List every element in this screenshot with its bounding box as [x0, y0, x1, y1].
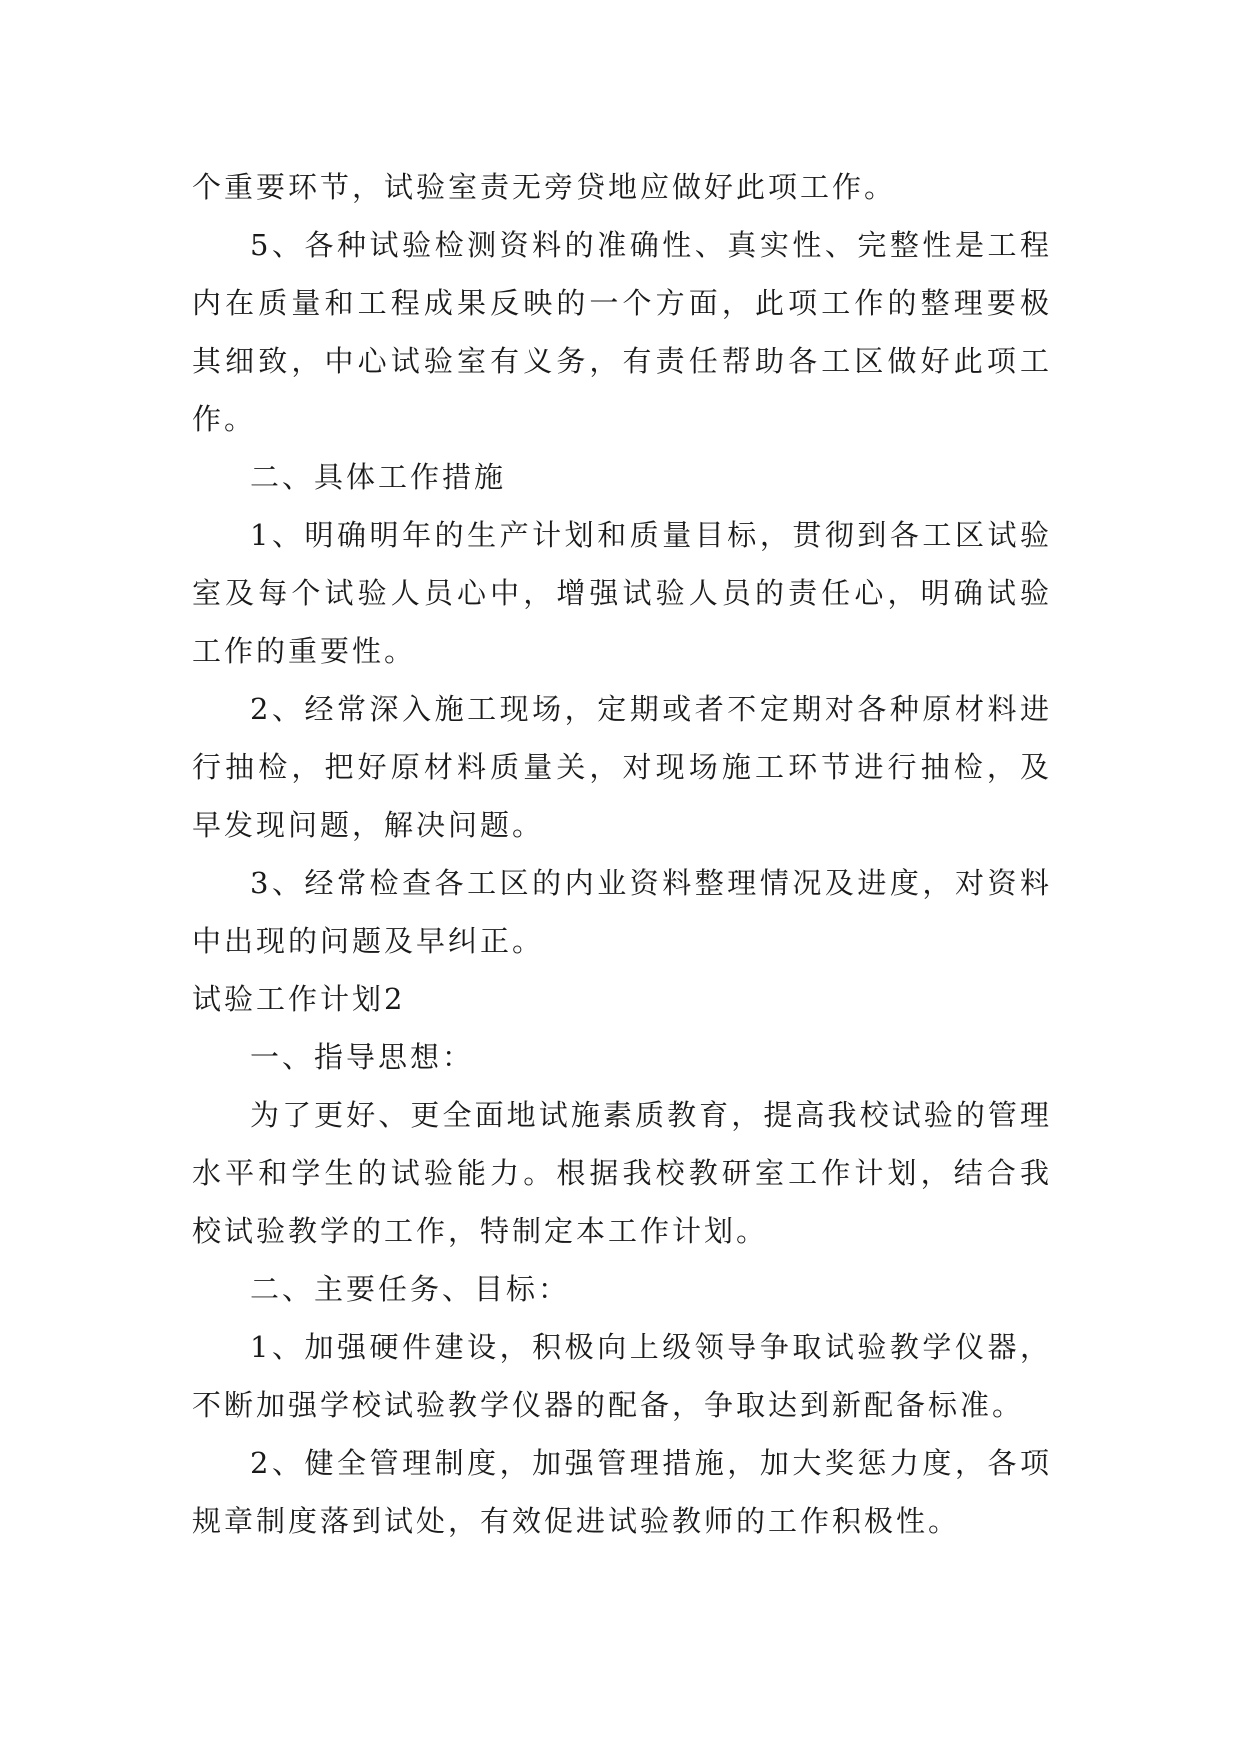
paragraph-continuation: 个重要环节，试验室责无旁贷地应做好此项工作。	[192, 170, 897, 204]
document-body	[192, 158, 1052, 1550]
paragraph-measure-1: 1、明确明年的生产计划和质量目标，贯彻到各工区试验室及每个试验人员心中，增强试验人员的责任心，明确试验工作的重要性。	[192, 518, 1052, 668]
section-heading-tasks: 二、主要任务、目标：	[250, 1272, 571, 1306]
section-heading-measures: 二、具体工作措施	[250, 460, 507, 494]
section-heading-guiding-thought: 一、指导思想：	[250, 1040, 475, 1074]
paragraph-item-5: 5、各种试验检测资料的准确性、真实性、完整性是工程内在质量和工程成果反映的一个方面，此项工作的整理要极其细致，中心试验室有义务，有责任帮助各工区做好此项工作。	[192, 228, 1052, 436]
document-title-plan-2: 试验工作计划2	[192, 982, 406, 1016]
paragraph-measure-3: 3、经常检查各工区的内业资料整理情况及进度，对资料中出现的问题及早纠正。	[192, 866, 1052, 958]
paragraph-task-1: 1、加强硬件建设，积极向上级领导争取试验教学仪器，不断加强学校试验教学仪器的配备，争取达到新配备标准。	[192, 1330, 1052, 1422]
paragraph-task-2: 2、健全管理制度，加强管理措施，加大奖惩力度，各项规章制度落到试处，有效促进试验教师的工作积极性。	[192, 1446, 1052, 1538]
paragraph-measure-2: 2、经常深入施工现场，定期或者不定期对各种原材料进行抽检，把好原材料质量关，对现场施工环节进行抽检，及早发现问题，解决问题。	[192, 692, 1052, 842]
paragraph-guiding-thought: 为了更好、更全面地试施素质教育，提高我校试验的管理水平和学生的试验能力。根据我校教研室工作计划，结合我校试验教学的工作，特制定本工作计划。	[192, 1098, 1052, 1248]
